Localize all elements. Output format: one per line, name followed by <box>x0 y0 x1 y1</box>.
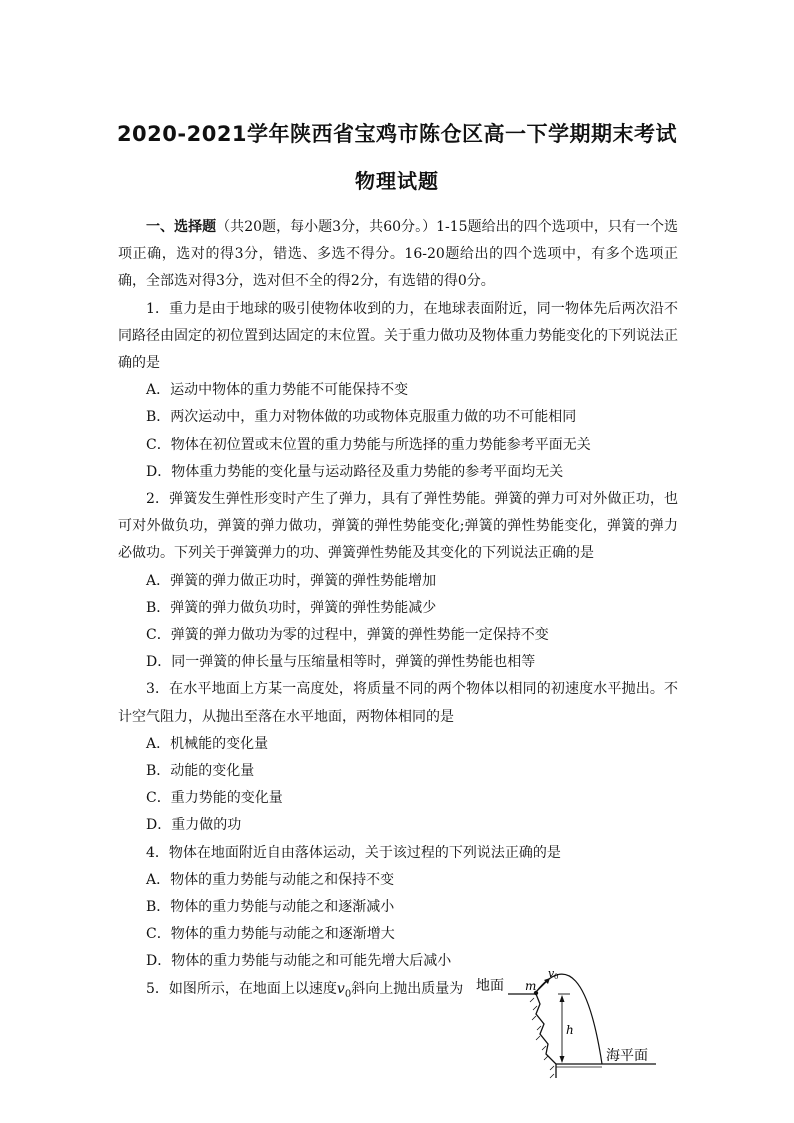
question-5-stem: 5．如图所示，在地面上以速度$v_0$斜向上抛出质量为 <box>146 980 464 1000</box>
section-description: （共20题，每小题3分，共60分。）1-15题给出的四个选项中，只有一个选项正确，选对的得3分，错选、多选不得分。16-20题给出的四个选项中，有多个选项正确，全部选对得3分，选对但不全的得2分，有选错的得0分。 <box>118 219 678 290</box>
cliff-hatching <box>530 998 554 1078</box>
question-2-option-a: A．弹簧的弹力做正功时，弹簧的弹性势能增加 <box>146 572 437 589</box>
height-arrow-bottom <box>560 1056 565 1063</box>
question-3-option-d: D．重力做的功 <box>146 817 242 834</box>
section-instructions <box>118 214 678 296</box>
question-3-option-c: C．重力势能的变化量 <box>146 790 283 807</box>
question-3-option-a: A．机械能的变化量 <box>146 735 269 752</box>
question-2-option-d: D．同一弹簧的伸长量与压缩量相等时，弹簧的弹性势能也相等 <box>146 654 536 671</box>
question-1-stem: 1．重力是由于地球的吸引使物体收到的力，在地球表面附近，同一物体先后两次沿不同路径由固定的初位置到达固定的末位置。关于重力做功及物体重力势能变化的下列说法正确的是 <box>118 300 678 372</box>
question-1-option-c: C．物体在初位置或末位置的重力势能与所选择的重力势能参考平面无关 <box>146 436 591 453</box>
question-4-option-a: A．物体的重力势能与动能之和保持不变 <box>146 871 395 888</box>
question-4-option-b: B．物体的重力势能与动能之和逐渐减小 <box>146 899 395 916</box>
question-4-option-d: D．物体的重力势能与动能之和可能先增大后减小 <box>146 953 452 970</box>
question-4-stem: 4．物体在地面附近自由落体运动，关于该过程的下列说法正确的是 <box>146 844 561 861</box>
question-3-option-b: B．动能的变化量 <box>146 763 255 780</box>
velocity-label-subscript: 0 <box>554 973 559 981</box>
question-2-stem: 2．弹簧发生弹性形变时产生了弹力，具有了弹性势能。弹簧的弹力可对外做正功，也可对外做负功，弹簧的弹力做功，弹簧的弹性势能变化;弹簧的弹性势能变化，弹簧的弹力必做功。下列关于弹簧弹力的功、弹簧弹性势能及其变化的下列说法正确的是 <box>118 491 678 562</box>
question-4-option-c: C．物体的重力势能与动能之和逐渐增大 <box>146 926 395 943</box>
projectile-cliff-diagram <box>474 968 664 1080</box>
velocity-label: v <box>548 968 555 980</box>
question-3-stem: 3．在水平地面上方某一高度处，将质量不同的两个物体以相同的初速度水平抛出。不计空气阻力，从抛出至落在水平地面，两物体相同的是 <box>118 681 678 725</box>
section-heading: 一、选择题 <box>146 219 217 235</box>
question-2-option-b: B．弹簧的弹力做负功时，弹簧的弹性势能减少 <box>146 599 437 616</box>
height-label: h <box>566 1023 574 1037</box>
exam-body <box>118 214 678 1008</box>
height-arrow-top <box>560 995 565 1002</box>
question-1-option-a: A．运动中物体的重力势能不可能保持不变 <box>146 382 409 399</box>
ground-label: 地面 <box>476 978 504 994</box>
velocity-symbol: v <box>336 980 345 997</box>
velocity-subscript: 0 <box>344 988 352 1000</box>
exam-subtitle: 物理试题 <box>355 169 439 193</box>
exam-title: 2020-2021学年陕西省宝鸡市陈仓区高一下学期期末考试 <box>116 122 678 146</box>
question-1-option-b: B．两次运动中，重力对物体做的功或物体克服重力做的功不可能相同 <box>146 409 577 426</box>
sea-level-label: 海平面 <box>606 1048 648 1064</box>
question-2-option-c: C．弹簧的弹力做功为零的过程中，弹簧的弹性势能一定保持不变 <box>146 627 549 644</box>
question-1-option-d: D．物体重力势能的变化量与运动路径及重力势能的参考平面均无关 <box>146 463 564 480</box>
trajectory-curve <box>536 974 602 1064</box>
mass-label: m <box>525 979 537 993</box>
cliff-face <box>536 994 556 1078</box>
